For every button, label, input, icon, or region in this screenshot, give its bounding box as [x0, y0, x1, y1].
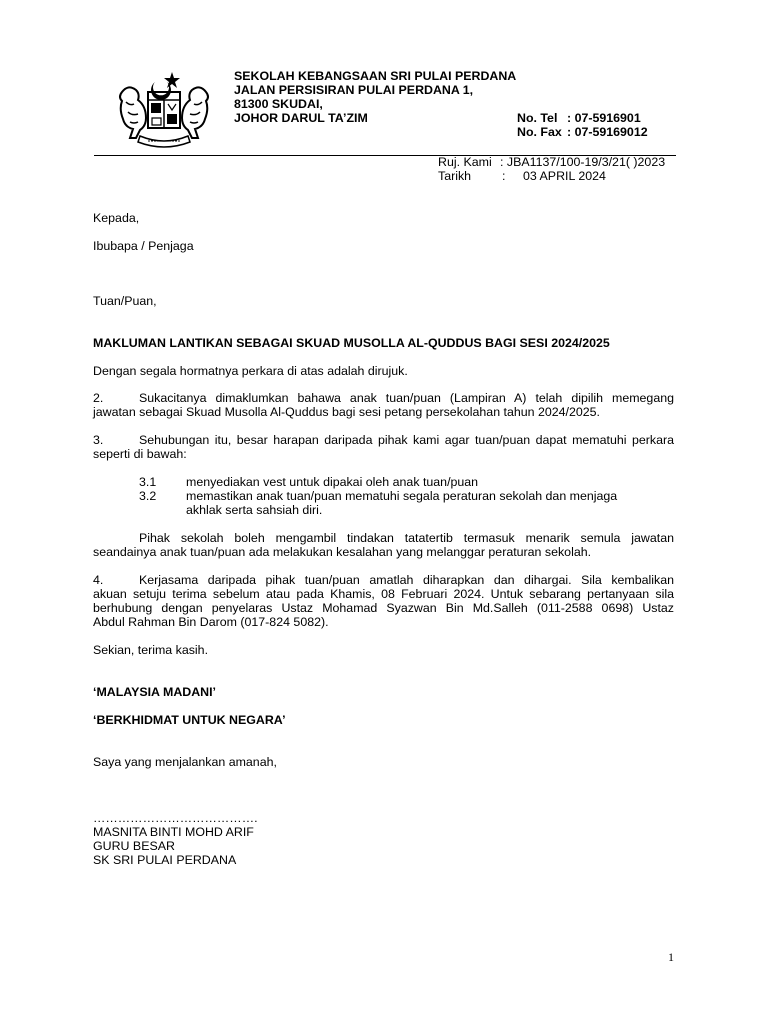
reference-label: Ruj. Kami: [438, 155, 492, 169]
date-separator: :: [502, 169, 506, 183]
trust-line: Saya yang menjalankan amanah,: [93, 755, 277, 769]
to-label: Kepada,: [93, 211, 140, 225]
fax-value: : 07-59169012: [567, 125, 648, 139]
list-item-text-continued: akhlak serta sahsiah diri.: [186, 503, 323, 517]
closing-line: Sekian, terima kasih.: [93, 643, 209, 657]
address-line-1: JALAN PERSISIRAN PULAI PERDANA 1,: [234, 83, 474, 97]
motto-berkhidmat: ‘BERKHIDMAT UNTUK NEGARA’: [93, 713, 286, 727]
signatory-title: GURU BESAR: [93, 839, 175, 853]
paragraph-3b-line-2: seandainya anak tuan/puan ada melakukan kesalahan yang melanggar peraturan sekolah.: [93, 545, 592, 559]
subject-heading: MAKLUMAN LANTIKAN SEBAGAI SKUAD MUSOLLA AL-QUDDUS BAGI SESI 2024/2025: [93, 336, 610, 350]
signatory-school: SK SRI PULAI PERDANA: [93, 853, 237, 867]
paragraph-1: Dengan segala hormatnya perkara di atas adalah dirujuk.: [93, 364, 408, 378]
page-number: 1: [668, 950, 674, 964]
paragraph-4-line-4: Abdul Rahman Bin Darom (017-824 5082).: [93, 615, 329, 629]
fax-label: No. Fax: [517, 125, 562, 139]
paragraph-4-line-2: akuan setuju terima sebelum atau pada Khamis, 08 Februari 2024. Untuk sebarang pertanyaan sila: [93, 587, 674, 601]
address-line-2: 81300 SKUDAI,: [234, 97, 323, 111]
list-item-number: 3.2: [139, 489, 157, 503]
motto-malaysia-madani: ‘MALAYSIA MADANI’: [93, 685, 216, 699]
paragraph-2-line-1: Sukacitanya dimaklumkan bahawa anak tuan/puan (Lampiran A) telah dipilih memegang: [139, 391, 674, 405]
paragraph-2-line-2: jawatan sebagai Skuad Musolla Al-Quddus bagi sesi petang persekolahan tahun 2024/2025.: [93, 405, 600, 419]
paragraph-3-number: 3.: [93, 433, 104, 447]
date-label: Tarikh: [438, 169, 472, 183]
to-name: Ibubapa / Penjaga: [93, 239, 194, 253]
address-line-3: JOHOR DARUL TA’ZIM: [234, 111, 368, 125]
paragraph-4-number: 4.: [93, 573, 104, 587]
salutation: Tuan/Puan,: [93, 294, 157, 308]
paragraph-4-line-3: berhubung dengan penyelaras Ustaz Mohamad Syazwan Bin Md.Salleh (011-2588 0698) Ustaz: [93, 601, 674, 615]
paragraph-2-number: 2.: [93, 391, 104, 405]
tel-value: : 07-5916901: [567, 111, 641, 125]
coat-of-arms-crest: [112, 68, 216, 152]
school-name: SEKOLAH KEBANGSAAN SRI PULAI PERDANA: [234, 69, 517, 83]
list-item-text: menyediakan vest untuk dipakai oleh anak tuan/puan: [186, 475, 479, 489]
paragraph-3b-line-1: Pihak sekolah boleh mengambil tindakan tatatertib termasuk menarik semula jawatan: [139, 531, 674, 545]
paragraph-3-line-1: Sehubungan itu, besar harapan daripada pihak kami agar tuan/puan dapat mematuhi perkara: [139, 433, 674, 447]
signatory-name: MASNITA BINTI MOHD ARIF: [93, 825, 254, 839]
paragraph-3-line-2: seperti di bawah:: [93, 447, 187, 461]
tel-label: No. Tel: [517, 111, 558, 125]
date-value: 03 APRIL 2024: [523, 169, 606, 183]
reference-value: : JBA1137/100-19/3/21( )2023: [500, 155, 666, 169]
list-item-number: 3.1: [139, 475, 157, 489]
list-item-text: memastikan anak tuan/puan mematuhi segala peraturan sekolah dan menjaga: [186, 489, 618, 503]
signature-dotted-line: ………………………………….: [93, 811, 258, 825]
paragraph-4-line-1: Kerjasama daripada pihak tuan/puan amatlah diharapkan dan dihargai. Sila kembalikan: [139, 573, 674, 587]
